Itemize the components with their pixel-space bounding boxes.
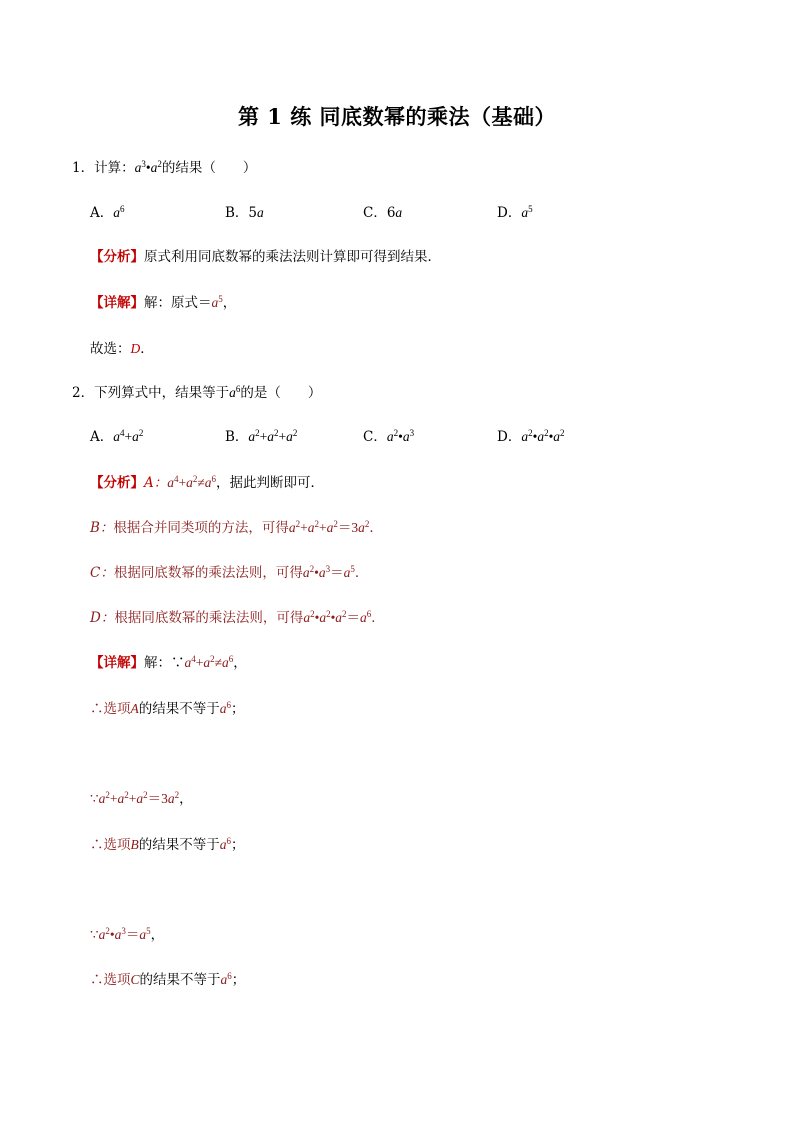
page-title: 第 1 练 同底数幂的乘法（基础） bbox=[237, 104, 557, 129]
detail-block: 【详解】解：原式$=a^5$， bbox=[90, 294, 237, 311]
analysis-c: C：根据同底数幂的乘法法则，可得$a^2•a^3=a^5$． bbox=[90, 564, 369, 581]
question-1: 1．计算：$a^3•a^2$的结果（ ） bbox=[72, 159, 257, 176]
option-b: B．$a^2+a^2+a^2$ bbox=[225, 428, 298, 445]
option-a: A．$a^4+a^2$ bbox=[90, 428, 144, 445]
detail-text: 解：原式＝ bbox=[144, 295, 212, 311]
analysis-tag: 【分析】 bbox=[90, 249, 144, 265]
detail-tag: 【详解】 bbox=[90, 295, 144, 311]
since-b: $\because a^2+a^2+a^2=3a^2$， bbox=[90, 790, 193, 807]
detail-block: 【详解】解：$\because a^4+a^2\ne a^6$， bbox=[90, 654, 247, 671]
question-number: 2． bbox=[72, 385, 95, 401]
analysis-d: D：根据同底数幂的乘法法则，可得$a^2•a^2•a^2=a^6$． bbox=[90, 609, 385, 626]
question-2: 2．下列算式中，结果等于$a^6$的是（ ） bbox=[72, 384, 322, 401]
option-d: D．$a^2•a^2•a^2$ bbox=[497, 428, 565, 445]
option-a: A．$a^6$ bbox=[90, 204, 125, 221]
since-c: $\because a^2•a^3=a^5$， bbox=[90, 926, 165, 943]
answer-line: 故选：D． bbox=[90, 341, 154, 357]
therefore-b: ∴选项B的结果不等于$a^6$； bbox=[90, 836, 245, 853]
analysis-block: 【分析】A：$a^4+a^2\ne a^6$，据此判断即可． bbox=[90, 474, 325, 491]
option-d: D．$a^5$ bbox=[497, 204, 533, 221]
therefore-c: ∴选项C的结果不等于$a^6$； bbox=[90, 971, 246, 988]
option-c: C．$a^2•a^3$ bbox=[363, 428, 415, 445]
therefore-a: ∴选项A的结果不等于$a^6$； bbox=[90, 700, 245, 717]
option-b: B．5a bbox=[225, 205, 264, 221]
analysis-block bbox=[90, 247, 441, 267]
option-c: C．6a bbox=[363, 205, 403, 221]
question-number: 1． bbox=[72, 160, 95, 176]
analysis-text: 原式利用同底数幂的乘法法则计算即可得到结果． bbox=[144, 249, 441, 265]
question-prompt-pre: 计算： bbox=[94, 160, 135, 176]
answer-letter: D bbox=[130, 341, 141, 356]
question-prompt-post: 的结果（ ） bbox=[161, 160, 257, 176]
analysis-b: B：根据合并同类项的方法，可得$a^2+a^2+a^2=3a^2$． bbox=[90, 519, 383, 536]
